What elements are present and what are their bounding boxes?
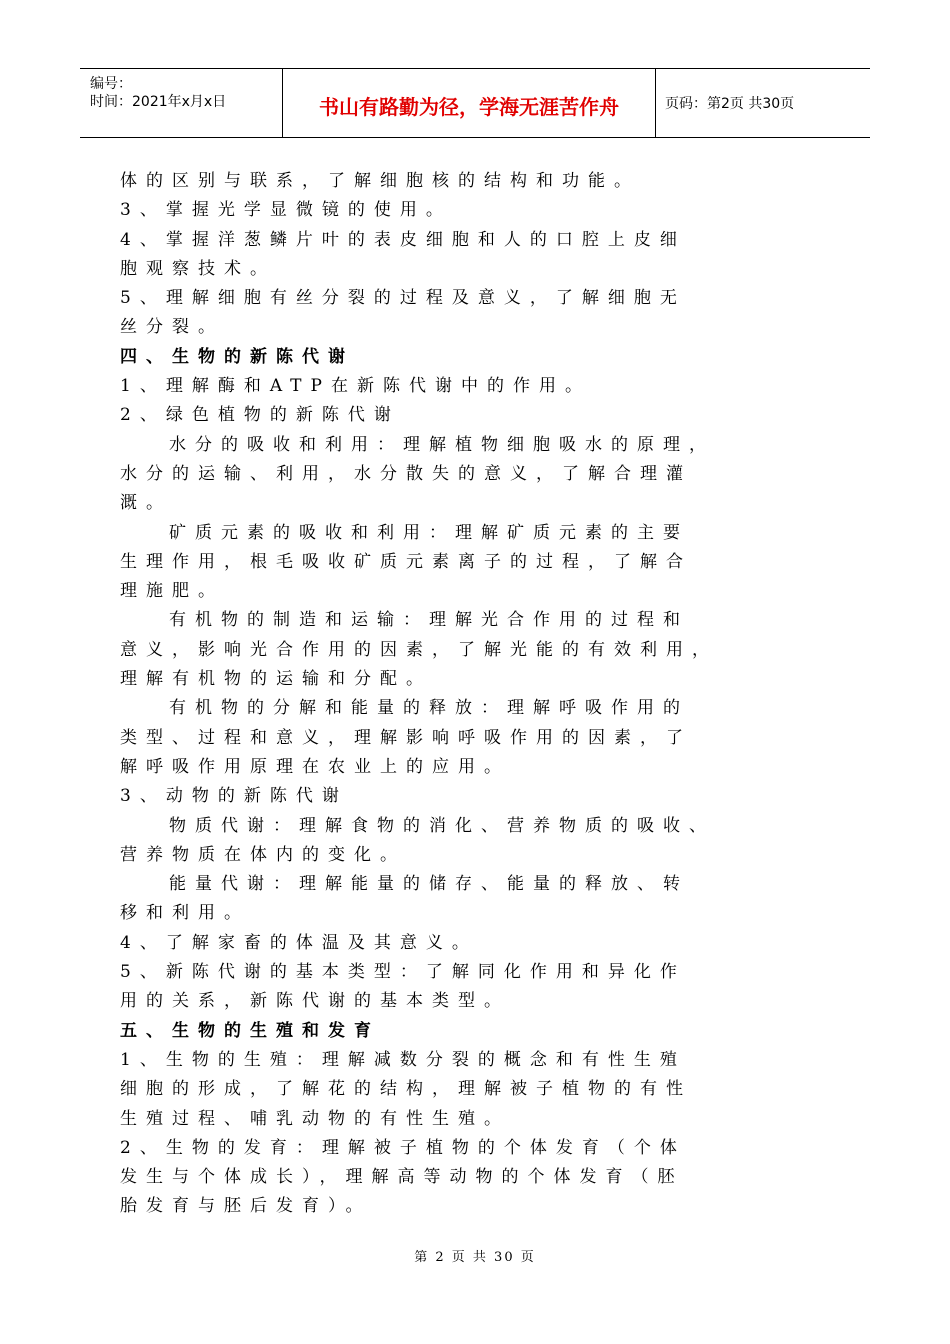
text-line: 细胞的形成，了解花的结构，理解被子植物的有性 [120, 1079, 692, 1100]
text-line: 胎发育与胚后发育）。 [120, 1196, 372, 1217]
header-motto: 书山有路勤为径，学海无涯苦作舟 [319, 94, 619, 119]
text-line: 有机物的制造和运输：理解光合作用的过程和 [169, 610, 689, 631]
text-line: 物质代谢：理解食物的消化、营养物质的吸收、 [169, 815, 715, 836]
text-line: 理施肥。 [120, 581, 224, 602]
text-line: 胞观察技术。 [120, 258, 276, 279]
text-line: 4、了解家畜的体温及其意义。 [120, 932, 478, 953]
text-line: 发生与个体成长），理解高等动物的个体发育（胚 [120, 1167, 684, 1188]
text-line: 水分的吸收和利用：理解植物细胞吸水的原理， [169, 434, 715, 455]
text-line: 矿质元素的吸收和利用：理解矿质元素的主要 [169, 522, 689, 543]
text-line: 理解有机物的运输和分配。 [120, 669, 432, 690]
time-label: 时间：2021年x月x日 [90, 94, 227, 110]
text-line: 5、新陈代谢的基本类型：了解同化作用和异化作 [120, 962, 686, 983]
text-line: 水分的运输、利用，水分散失的意义，了解合理灌 [120, 463, 692, 484]
text-line: 移和利用。 [120, 903, 250, 924]
header-page-info: 页码：第2页 共30页 [665, 96, 795, 112]
text-line: 生理作用，根毛吸收矿质元素离子的过程，了解合 [120, 551, 692, 572]
text-line: 溉。 [120, 493, 172, 514]
text-line: 3、动物的新陈代谢 [120, 786, 348, 807]
text-line: 解呼吸作用原理在农业上的应用。 [120, 756, 510, 777]
text-line: 2、绿色植物的新陈代谢 [120, 405, 400, 426]
page-header [80, 68, 870, 138]
section-heading: 五、生物的生殖和发育 [120, 1020, 380, 1041]
text-line: 1、理解酶和ATP在新陈代谢中的作用。 [120, 376, 591, 397]
text-line: 5、理解细胞有丝分裂的过程及意义，了解细胞无 [120, 288, 686, 309]
text-line: 1、生物的生殖：理解减数分裂的概念和有性生殖 [120, 1049, 686, 1070]
text-line: 营养物质在体内的变化。 [120, 844, 406, 865]
text-line: 4、掌握洋葱鳞片叶的表皮细胞和人的口腔上皮细 [120, 229, 686, 250]
page-footer: 第 2 页 共 30 页 [414, 1250, 536, 1265]
header-meta [80, 69, 282, 137]
number-label: 编号： [90, 76, 132, 92]
text-line: 生殖过程、哺乳动物的有性生殖。 [120, 1108, 510, 1129]
text-line: 有机物的分解和能量的释放：理解呼吸作用的 [169, 698, 689, 719]
text-line: 类型、过程和意义，理解影响呼吸作用的因素，了 [120, 727, 692, 748]
text-line: 2、生物的发育：理解被子植物的个体发育（个体 [120, 1137, 686, 1158]
document-body [120, 167, 840, 1222]
section-heading: 四、生物的新陈代谢 [120, 346, 354, 367]
text-line: 能量代谢：理解能量的储存、能量的释放、转 [169, 874, 689, 895]
text-line: 体的区别与联系，了解细胞核的结构和功能。 [120, 171, 640, 191]
text-line: 用的关系，新陈代谢的基本类型。 [120, 991, 510, 1012]
text-line: 意义，影响光合作用的因素，了解光能的有效利用， [120, 639, 718, 660]
text-line: 3、掌握光学显微镜的使用。 [120, 200, 452, 221]
text-line: 丝分裂。 [120, 317, 224, 338]
